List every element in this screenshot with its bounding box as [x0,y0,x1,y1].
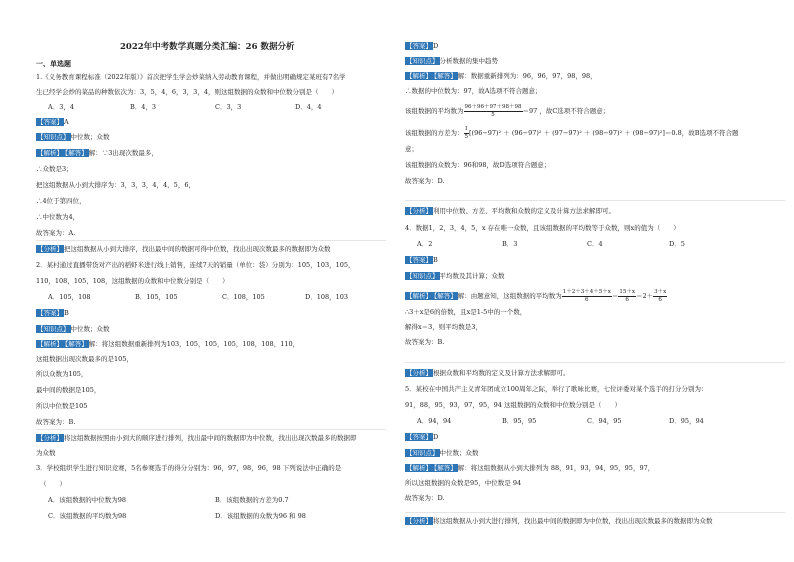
solve-tag: 【解答】 [65,149,88,157]
explain-tag: 【解析】 [406,464,432,472]
q1-knowledge [36,133,110,141]
q4-explain-line3: 解得x＝3，则平均数是3， [405,323,482,331]
explain-text: 解：将这组数据从小到大排列为 88，91，93，94，95，95，97， [457,464,655,472]
answer-value: D [433,42,439,50]
section-heading: 一、单选题 [36,59,71,68]
mean-fraction-3 [653,289,667,303]
explain-text: 解：由题意知，这组数据的平均数为 [457,292,562,300]
analysis-tag: 【分析】 [37,434,63,442]
q2-explain-line4: 最中间的数据是105， [36,386,101,394]
fraction-numerator: 15＋x [619,289,635,295]
q5-stem-line1: 5．某校在中国共产主义青年团成立100周年之际，举行了歌咏比赛，七位评委对某个选手的打分分别为： [405,385,708,393]
answer-value: B [433,256,438,264]
q1-explain-line6: 故答案为：A. [36,229,76,237]
solve-tag: 【解答】 [434,72,457,80]
q1-option-a: A．3，4 [48,103,74,111]
q1-explain-line5: ∴中位数为4， [36,213,80,221]
answer-tag: 【答案】 [406,42,432,50]
fraction-numerator: 96＋96＋97＋98＋98 [464,104,522,110]
q2-stem-line1: 2．某村通过直播带货对产出的稻虾米进行线上销售，连续7天的销量（单位：袋）分别为：105，103，105， [36,261,355,269]
q5-explain-line2: 所以这组数据的众数是95，中位数是 94 [405,479,522,487]
analysis-text: 将这组数据从小到大进行排列，找出最中间的数据即为中位数，找出出现次数最多的数据即为众数 [433,517,713,525]
fraction-numerator: 3＋x [654,289,667,295]
analysis-text: 把这组数据从小到大排序，找出最中间的数据可得中位数，找出出现次数最多的数据即为众数 [64,245,331,253]
q2-analysis-line2: 为众数 [36,449,56,457]
explain-tag: 【解析】 [406,292,432,300]
q3-knowledge [405,57,498,65]
divider [405,200,785,201]
right-column [397,0,794,562]
fraction-denominator: 6 [658,296,662,303]
q2-explain-line5: 所以中位数是105 [36,402,88,410]
fraction-denominator: 5 [491,111,495,118]
mean-fraction-2 [618,289,636,303]
answer-tag: 【答案】 [37,118,63,126]
divider [405,362,785,363]
knowledge-value: 中位数；众数 [70,133,110,141]
analysis-tag: 【分析】 [406,517,432,525]
q3-explain-line6: 该组数据的众数为：96和98，故D选项符合题意； [405,161,551,169]
equals-sign: ＝ [611,292,619,300]
knowledge-tag: 【知识点】 [37,133,70,141]
q3-option-c: C．该组数据的平均数为98 [48,512,127,520]
q2-knowledge [36,325,110,333]
answer-tag: 【答案】 [406,433,432,441]
q2-option-c: C．108，105 [222,293,265,301]
fraction-numerator: 1＋2＋3＋4＋5＋x [562,289,611,295]
solve-tag: 【解答】 [434,292,457,300]
variance-text: 该组数据的方差为： [405,129,464,137]
q3-explain-mean [405,104,609,118]
q3-analysis [405,207,615,215]
q5-option-d: D．95，94 [669,417,704,425]
q2-option-d: D．108，103 [305,293,349,301]
q1-option-d: D．4，4 [295,103,322,111]
knowledge-value: 分析数据的集中趋势 [439,57,498,65]
divider [36,240,386,241]
q1-explain-line1 [36,149,158,157]
q3-explain-variance [405,126,739,140]
explain-tag: 【解析】 [406,72,432,80]
q5-explain-line3: 故答案为：D. [405,494,445,502]
explain-text: 解：将这组数据重新排列为103，105，105，105，108，108，110， [88,340,300,348]
q2-explain-line6: 故答案为：B. [36,418,76,426]
answer-value: B [64,309,69,317]
q1-explain-line4: ∴4位于第四位， [36,197,86,205]
mean-result: ＝97 ，故C选项不符合题意； [522,107,610,115]
analysis-tag: 【分析】 [37,245,63,253]
answer-value: A [64,118,69,126]
explain-text: 解：∵3出现次数最多， [88,149,158,157]
knowledge-value: 平均数及其计算；众数 [439,272,505,280]
analysis-tag: 【分析】 [406,369,432,377]
q3-explain-line2: ∴数据的中位数为：97，故A选项不符合题意； [405,87,542,95]
divider [36,429,386,430]
q4-explain-line2: ∴3＋x是6的倍数，且x是1-5中的一个数， [405,308,527,316]
q4-option-d: D．5 [669,240,685,248]
q1-explain-line2: ∴众数是3； [36,165,73,173]
q5-option-b: B．95，95 [502,417,537,425]
divider [405,512,785,513]
q5-option-a: A．94，94 [417,417,452,425]
fraction-numerator: 1 [464,126,468,132]
fraction-denominator: 5 [464,133,468,140]
q2-option-a: A．105，108 [48,293,91,301]
mean-fraction [464,104,523,118]
q3-explain-line7: 故答案为：D. [405,177,445,185]
solve-tag: 【解答】 [434,464,457,472]
explain-tag: 【解析】 [37,149,63,157]
q5-explain-line1 [405,464,654,472]
knowledge-tag: 【知识点】 [406,57,439,65]
q3-option-b: B．该组数据的方差为0.7 [215,496,289,504]
q4-explain-line4: 故答案为：B. [405,338,445,346]
analysis-text: 根据众数和平均数的定义及计算方法求解即可。 [433,369,570,377]
q2-answer [36,309,69,317]
mean-fraction-1 [562,289,612,303]
q2-option-b: B．105，105 [135,293,178,301]
q2-explain-line3: 所以众数为105， [36,370,88,378]
q4-answer [405,256,438,264]
knowledge-tag: 【知识点】 [406,272,439,280]
q1-stem-line2: 生已经学会炒的菜品的种数依次为：3，5，4，6，3，3，4，则这组数据的众数和中位数分别是（ ） [36,88,338,96]
q4-option-c: C．4 [587,240,603,248]
q2-explain-line2: 这组数据出现次数最多的是105， [36,355,133,363]
q4-analysis [405,369,570,377]
mean-text: 该组数据的平均数为 [405,107,464,115]
q4-option-a: A．2 [417,240,433,248]
q3-option-d: D．该组数据的众数为96 和 98 [215,512,306,520]
q1-option-c: C．3，3 [215,103,242,111]
page-title: 2022年中考数学真题分类汇编：26 数据分析 [120,42,295,52]
q5-analysis [405,517,713,525]
q1-answer [36,118,69,126]
q3-stem-line1: 3．学校组织学生进行知识竞赛，5名参赛选手的得分分别为：96，97，98，96，98 下列说法中正确的是 [36,464,342,472]
q5-stem-line2: 91，88，95，93，97，95，94 这组数据的众数和中位数分别是（ ） [405,401,621,409]
fraction-denominator: 6 [585,296,589,303]
q3-stem-line2: （ ） [40,480,66,488]
analysis-tag: 【分析】 [406,207,432,215]
knowledge-value: 中位数；众数 [70,325,110,333]
knowledge-tag: 【知识点】 [406,449,439,457]
q5-option-c: C．94，95 [587,417,622,425]
q5-answer [405,433,438,441]
q2-stem-line2: 110，108，105，108，这组数据的众数和中位数分别是（ ） [36,277,229,285]
fraction-denominator: 6 [625,296,629,303]
answer-tag: 【答案】 [406,256,432,264]
explain-text: 解：数据重新排列为：96，96，97，98，98， [457,72,597,80]
equals-two-plus: ＝2＋ [635,292,654,300]
answer-tag: 【答案】 [37,309,63,317]
q2-explain-line1 [36,340,299,348]
answer-value: D [433,433,439,441]
variance-formula: [(96−97)² ＋ (96−97)² ＋ (97−97)² ＋ (98−97)² ＋ (98−97)²]＝0.8，故B选项不符合题 [469,129,739,137]
knowledge-value: 中位数；众数 [439,449,479,457]
q1-option-b: B．4，3 [130,103,157,111]
q3-answer [405,42,438,50]
q4-explain-line1 [405,289,667,303]
analysis-text: 利用中位数、方差、平均数和众数的定义及计算方法求解即可。 [433,207,615,215]
q1-explain-line3: 把这组数据从小到大排序为：3，3，3，4，4，5，6， [36,181,195,189]
q5-knowledge [405,449,479,457]
analysis-text: 将这组数据按照由小到大的顺序进行排列，找出最中间的数据即为中位数，找出出现次数最多的数据即 [64,434,357,442]
q4-knowledge [405,272,505,280]
q2-analysis [36,434,357,442]
q4-stem: 4．数据1，2，3，4，5，x 存在唯一众数，且该组数据的平均数等于众数，则x的值为（ ） [405,224,680,232]
q1-analysis [36,245,331,253]
q3-option-a: A．该组数据的中位数为98 [48,496,126,504]
q4-option-b: B．3 [502,240,518,248]
q3-explain-line1 [405,72,597,80]
knowledge-tag: 【知识点】 [37,325,70,333]
solve-tag: 【解答】 [65,340,88,348]
q3-explain-line5: 意； [405,145,418,153]
explain-tag: 【解析】 [37,340,63,348]
q1-stem-line1: 1.《义务教育课程标准（2022年版）》首次把学生学会炒菜纳入劳动教育课程，并做出明确规定某班有7名学 [36,73,346,81]
